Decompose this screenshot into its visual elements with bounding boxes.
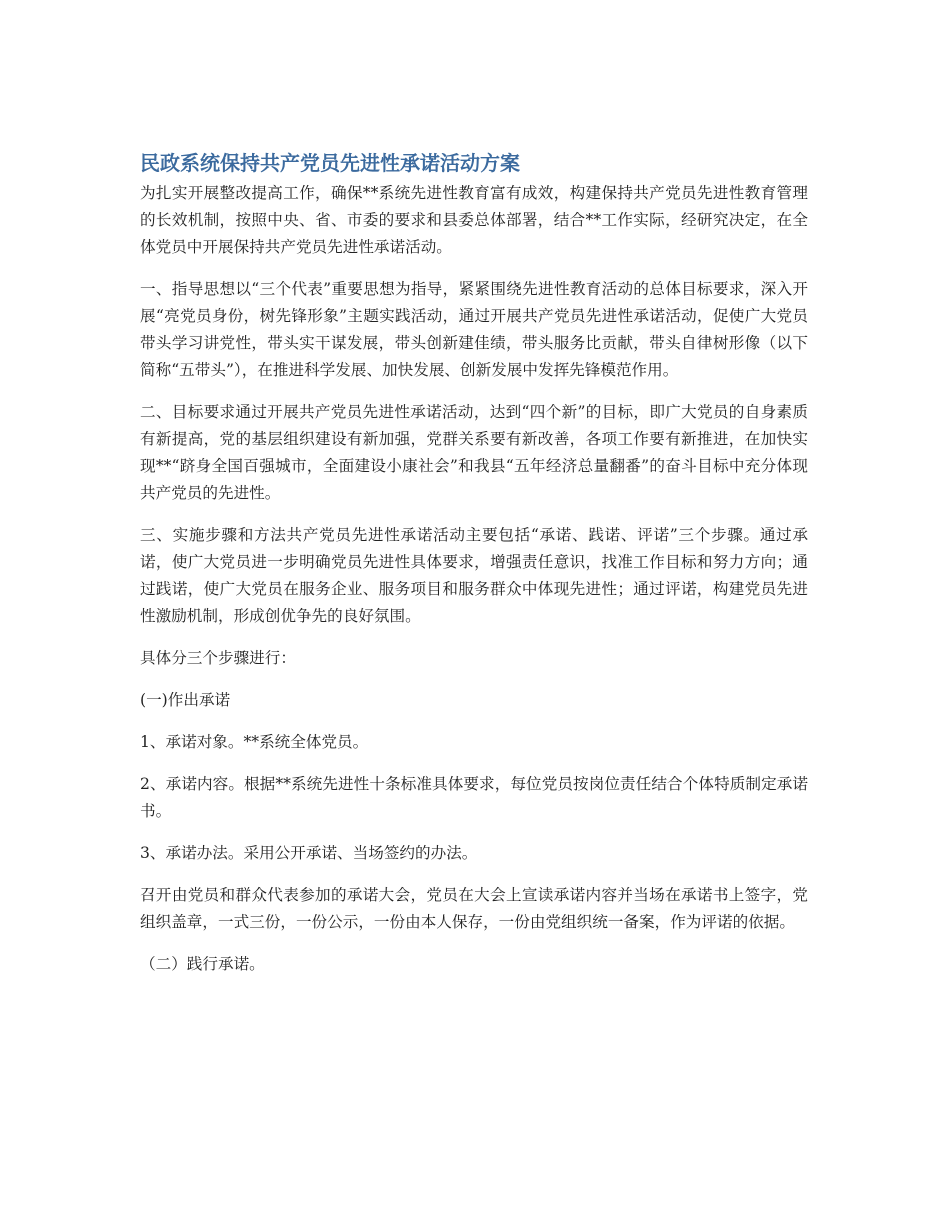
paragraph-commitment-meeting: 召开由党员和群众代表参加的承诺大会，党员在大会上宣读承诺内容并当场在承诺书上签字，党组织盖章，一式三份，一份公示，一份由本人保存，一份由党组织统一备案，作为评诺的依据。 <box>140 886 808 931</box>
paragraph-commitment-method: 3、承诺办法。采用公开承诺、当场签约的办法。 <box>140 844 478 862</box>
paragraph-make-commitment: (一)作出承诺 <box>140 691 231 709</box>
paragraph-three-steps: 具体分三个步骤进行： <box>140 649 296 667</box>
paragraph-steps-methods: 三、实施步骤和方法共产党员先进性承诺活动主要包括“承诺、践诺、评诺”三个步骤。通过承诺，使广大党员进一步明确党员先进性具体要求，增强责任意识，找准工作目标和努力方向；通过践诺，使广大党员在服务企业、服务项目和服务群众中体现先进性；通过评诺，构建党员先进性激励机制，形成创优争先的良好氛围。 <box>140 526 808 625</box>
paragraph-commitment-content: 2、承诺内容。根据**系统先进性十条标准具体要求，每位党员按岗位责任结合个体特质制定承诺书。 <box>140 775 808 820</box>
paragraph-goals: 二、目标要求通过开展共产党员先进性承诺活动，达到“四个新”的目标，即广大党员的自身素质有新提高，党的基层组织建设有新加强，党群关系要有新改善，各项工作要有新推进，在加快实现**“跻身全国百强城市，全面建设小康社会”和我县“五年经济总量翻番”的奋斗目标中充分体现共产党员的先进性。 <box>140 403 808 502</box>
paragraph-practice-commitment: （二）践行承诺。 <box>140 955 265 973</box>
document-title: 民政系统保持共产党员先进性承诺活动方案 <box>140 151 520 175</box>
document-page <box>140 148 808 993</box>
paragraph-commitment-target: 1、承诺对象。**系统全体党员。 <box>140 733 369 751</box>
paragraph-guiding-thought: 一、指导思想以“三个代表”重要思想为指导，紧紧围绕先进性教育活动的总体目标要求，深入开展“亮党员身份，树先锋形象”主题实践活动，通过开展共产党员先进性承诺活动，促使广大党员带头学习讲党性，带头实干谋发展，带头创新建佳绩，带头服务比贡献，带头自律树形像（以下简称“五带头”），在推进科学发展、加快发展、创新发展中发挥先锋模范作用。 <box>140 280 808 379</box>
paragraph-intro: 为扎实开展整改提高工作，确保**系统先进性教育富有成效，构建保持共产党员先进性教育管理的长效机制，按照中央、省、市委的要求和县委总体部署，结合**工作实际，经研究决定，在全体党员中开展保持共产党员先进性承诺活动。 <box>140 184 808 256</box>
